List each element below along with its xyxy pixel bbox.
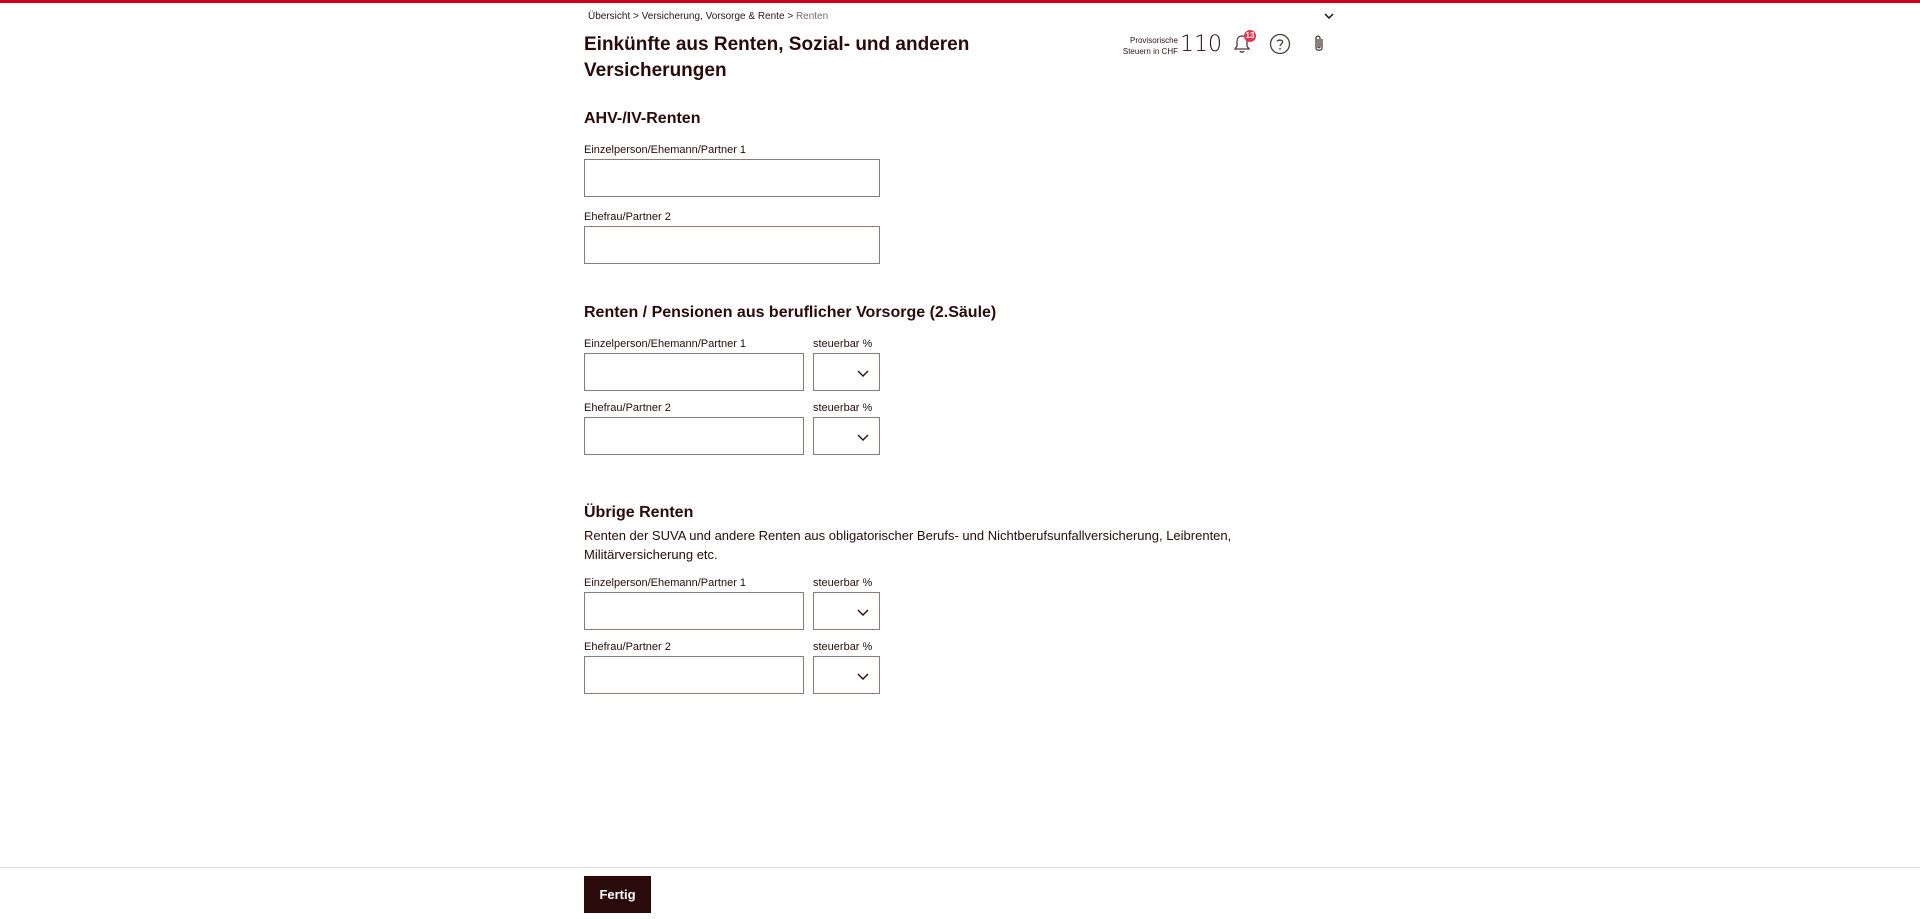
bvg-partner1-taxable-select[interactable] <box>813 353 880 391</box>
other-partner1-input[interactable] <box>584 592 804 630</box>
ahv-partner2-input[interactable] <box>584 226 880 264</box>
other-partner1-taxable-select[interactable] <box>813 592 880 630</box>
chevron-down-icon <box>857 367 869 379</box>
breadcrumb-toggle[interactable] <box>1322 9 1336 23</box>
breadcrumb-item-insurance[interactable]: Versicherung, Vorsorge & Rente <box>641 11 785 22</box>
field-label: Einzelperson/Ehemann/Partner 1 <box>584 577 747 589</box>
section-title-ahv: AHV-/IV-Renten <box>584 110 701 127</box>
help-button[interactable] <box>1268 32 1292 56</box>
other-partner2-input[interactable] <box>584 656 804 694</box>
other-partner2-taxable-select[interactable] <box>813 656 880 694</box>
provisional-tax-label <box>1096 35 1178 57</box>
section-title-bvg: Renten / Pensionen aus beruflicher Vorsorge (2.Säule) <box>584 304 997 321</box>
field-label: Ehefrau/Partner 2 <box>584 641 671 653</box>
done-button[interactable]: Fertig <box>584 876 651 913</box>
ahv-partner1-input[interactable] <box>584 159 880 197</box>
breadcrumb-item-current: Renten <box>795 11 829 22</box>
provisional-tax-label-line2: Steuern in CHF <box>1122 47 1178 56</box>
section-title-other: Übrige Renten <box>584 504 694 521</box>
provisional-tax-label-line1: Provisorische <box>1129 36 1178 45</box>
field-label: steuerbar % <box>813 338 873 350</box>
top-accent-bar <box>0 0 1920 3</box>
breadcrumb-separator: > <box>633 11 639 22</box>
paperclip-icon <box>1308 33 1330 55</box>
breadcrumb-separator: > <box>787 11 794 22</box>
field-label: steuerbar % <box>813 402 873 414</box>
section-description-other: Renten der SUVA und andere Renten aus obligatorischer Berufs- und Nichtberufsunfallversicherung, Leibrenten, Militärversicherung etc. <box>584 528 1232 562</box>
page-title: Einkünfte aus Renten, Sozial- und anderen Versicherungen <box>584 34 970 81</box>
field-label: steuerbar % <box>813 641 873 653</box>
field-label: Ehefrau/Partner 2 <box>584 211 671 223</box>
bvg-partner1-input[interactable] <box>584 353 804 391</box>
bvg-partner2-taxable-select[interactable] <box>813 417 880 455</box>
field-label: Ehefrau/Partner 2 <box>584 402 671 414</box>
provisional-tax-value: 110 <box>1180 32 1222 57</box>
chevron-down-icon <box>1322 9 1336 23</box>
chevron-down-icon <box>857 670 869 682</box>
help-icon <box>1269 33 1291 55</box>
breadcrumb-item-overview[interactable]: Übersicht <box>588 11 631 22</box>
breadcrumb <box>588 11 828 22</box>
field-label: Einzelperson/Ehemann/Partner 1 <box>584 144 747 156</box>
chevron-down-icon <box>857 606 869 618</box>
chevron-down-icon <box>857 431 869 443</box>
notification-count-badge: 13 <box>1245 31 1255 40</box>
field-label: steuerbar % <box>813 577 873 589</box>
footer-divider <box>0 867 1920 868</box>
attachments-button[interactable] <box>1307 32 1331 56</box>
bvg-partner2-input[interactable] <box>584 417 804 455</box>
notifications-button[interactable] <box>1230 32 1254 56</box>
field-label: Einzelperson/Ehemann/Partner 1 <box>584 338 747 350</box>
